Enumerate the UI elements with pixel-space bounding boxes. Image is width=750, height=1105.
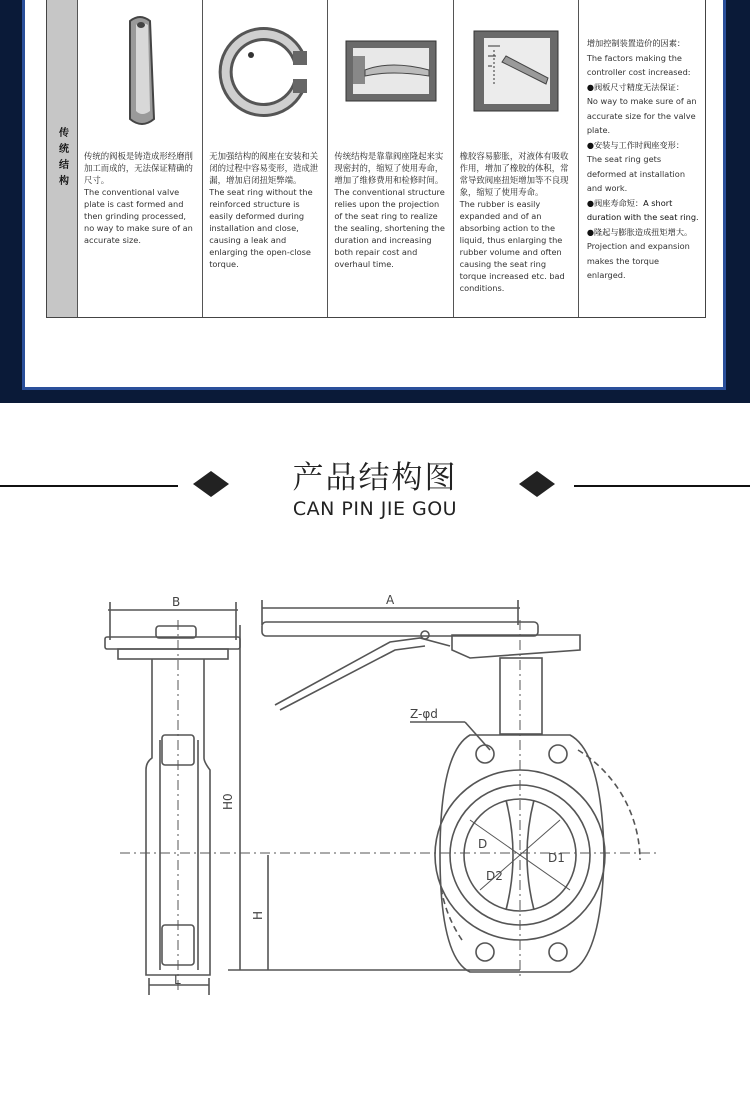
notes-line: ●隆起与膨胀造成扭矩增大。 [586,226,693,237]
dim-d-label: D [478,837,488,851]
section-title-en: CAN PIN JIE GOU [292,498,458,520]
comparison-cell-seat-ring [203,0,328,317]
cell-zh-text: 传统结构是靠靠阀座隆起来实现密封的，缩短了使用寿命，增加了维修费用和检修时间。 [334,151,444,185]
notes-line: The seat ring gets deformed at installation and work. [586,154,686,193]
section-header [0,450,750,530]
cost-factors-cell [579,0,705,317]
notes-line: 增加控制装置造价的因素： [586,38,686,48]
cell-en-text: The seat ring without the reinforced structure is easily deformed during installation and close, causing a leak and enlarging the open-close torque. [209,187,313,269]
seat-ring-image [209,0,321,142]
projection-image [334,0,446,142]
comparison-cell-rubber [454,0,579,317]
comparison-cell-valve-plate [78,0,203,317]
cell-en-text: The conventional structure relies upon the projection of the seat ring to realize the sealing, shortening the duration and increasing both repair cost and overhaul time. [334,187,445,269]
dim-b-label: B [172,595,181,609]
right-diamond-icon [518,470,556,498]
cell-zh-text: 橡胶容易膨胀，对液体有吸收作用，增加了橡胶的体积，常常导致阀座扭矩增加等不良现象，缩短了使用寿命。 [459,151,569,197]
section-title-zh: 产品结构图 [292,460,458,496]
dim-z-label: Z-φd [410,707,438,721]
notes-line: Projection and expansion makes the torque enlarged. [586,241,690,280]
notes-line: ●安装与工作时阀座变形： [586,139,685,150]
cell-zh-text: 传统的阀板是铸造成形经磨削加工而成的，无法保证精确的尺寸。 [84,151,193,185]
dim-d2-label: D2 [486,869,503,883]
dim-h0-label: H0 [221,793,235,810]
cell-zh-text: 无加强结构的阀座在安装和关闭的过程中容易变形，造成泄漏，增加启闭扭矩弊端。 [209,151,319,185]
right-rule [574,485,750,487]
comparison-table [46,0,706,318]
cell-en-text: The rubber is easily expanded and of an absorbing action to the liquid, thus enlarging the rubber volume and often causing the seat ring torque increased etc. bad conditions. [459,199,565,293]
comparison-cell-projection [328,0,453,317]
row-label-cell [47,0,78,317]
rubber-image [460,0,572,142]
valve-plate-image [84,0,196,142]
structure-drawing [0,580,750,1010]
dim-d1-label: D1 [548,851,565,865]
row-label: 传统结构 [56,126,68,191]
dim-a-label: A [386,593,395,607]
notes-line: ●阀座寿命短：A short duration with the seat ring. [586,197,699,222]
notes-line: ●阀板尺寸精度无法保证： [586,81,685,92]
top-banner [0,0,750,403]
dim-h-label: H [251,910,265,920]
notes-line: The factors making the controller cost increased: [586,52,691,77]
dim-l-label: L [174,973,181,987]
cell-en-text: The conventional valve plate is cast formed and then grinding processed, no way to make sure of an accurate size. [84,187,193,245]
notes-line: No way to make sure of an accurate size for the valve plate. [586,96,697,135]
